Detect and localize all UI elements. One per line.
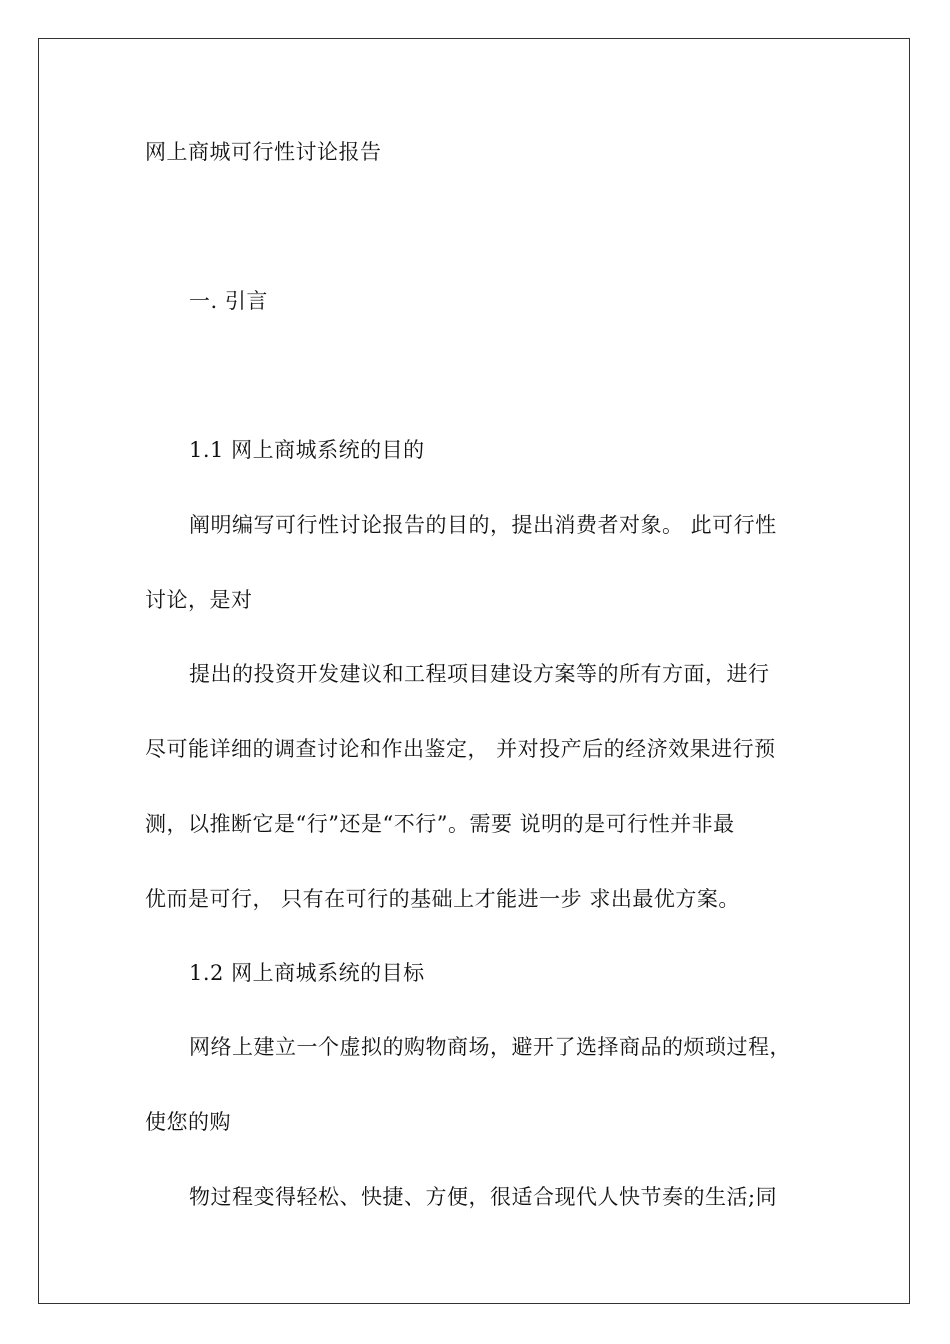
paragraph-line: 讨论，是对: [145, 588, 253, 612]
subsection-heading-purpose: 1.1 网上商城系统的目的: [189, 438, 425, 462]
subsection-heading-goal: 1.2 网上商城系统的目标: [189, 961, 425, 985]
section-heading-introduction: 一. 引言: [189, 289, 268, 313]
paragraph-line: 物过程变得轻松、快捷、方便，很适合现代人快节奏的生活;同: [189, 1185, 778, 1209]
paragraph-line: 测，以推断它是“行”还是“不行”。需要 说明的是可行性并非最: [145, 812, 735, 836]
paragraph-line: 提出的投资开发建议和工程项目建设方案等的所有方面，进行: [189, 662, 770, 686]
paragraph-line: 使您的购: [145, 1110, 231, 1134]
paragraph-line: 优而是可行， 只有在可行的基础上才能进一步 求出最优方案。: [145, 887, 740, 911]
paragraph-line: 尽可能详细的调查讨论和作出鉴定， 并对投产后的经济效果进行预: [145, 737, 776, 761]
paragraph-line: 阐明编写可行性讨论报告的目的，提出消费者对象。 此可行性: [189, 513, 777, 537]
paragraph-line: 网络上建立一个虚拟的购物商场，避开了选择商品的烦琐过程，: [189, 1035, 791, 1059]
document-title: 网上商城可行性讨论报告: [145, 140, 382, 164]
